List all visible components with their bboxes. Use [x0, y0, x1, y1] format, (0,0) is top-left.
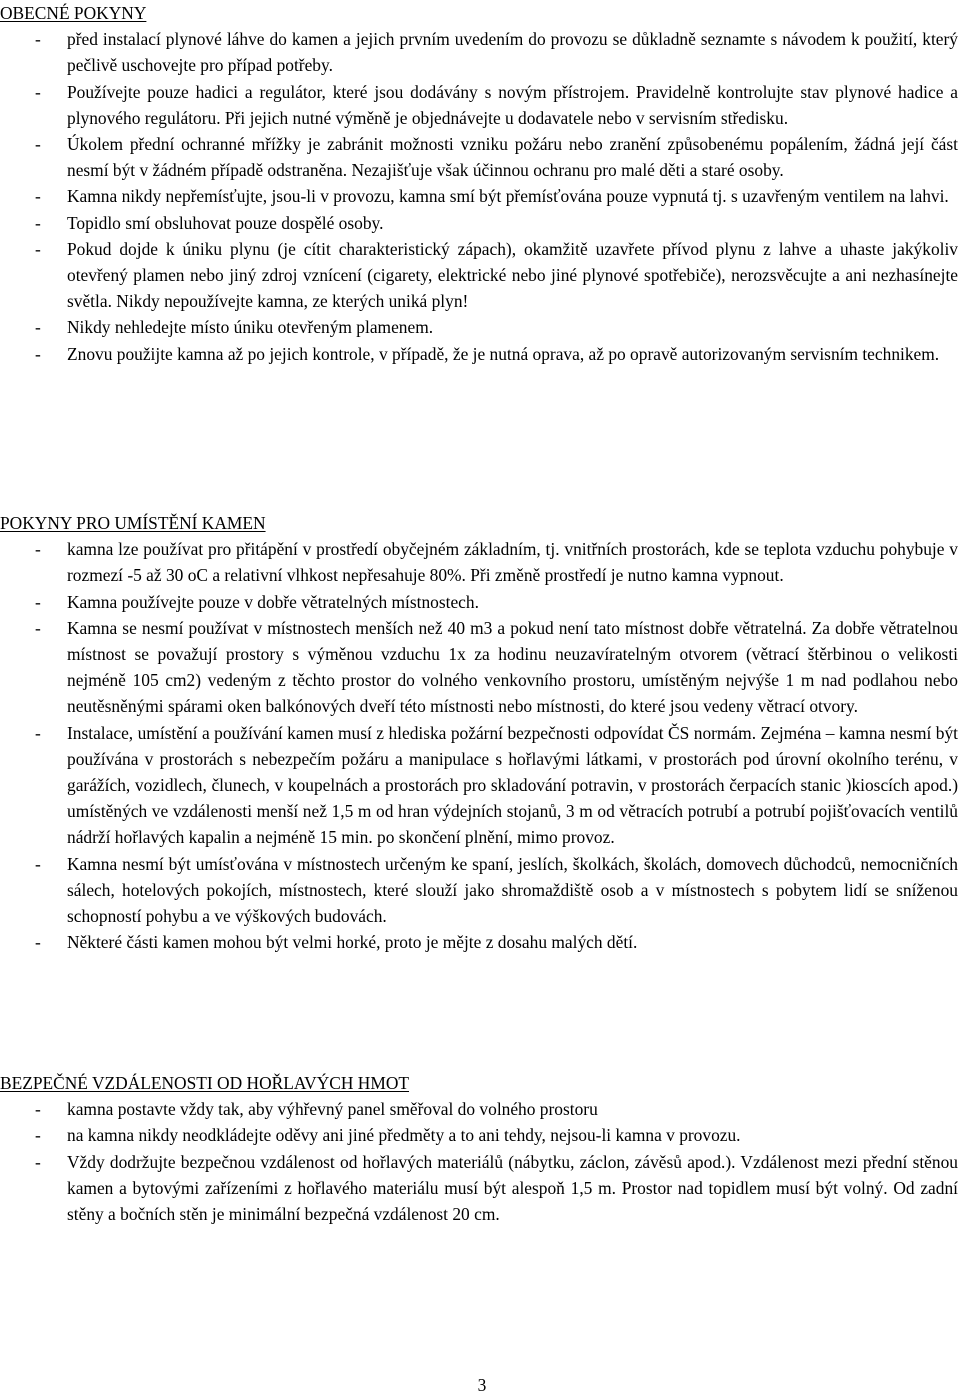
bullet-dash: - — [35, 1151, 41, 1172]
bullet-dash: - — [35, 932, 41, 953]
list-item-text: před instalací plynové láhve do kamen a jejich prvním uvedením do provozu se důkladně seznamte s návodem k použití, který pečlivě uschovejte pro případ potřeby. — [67, 29, 958, 76]
bullet-dash: - — [35, 539, 41, 560]
list-item-text: Kamna se nesmí používat v místnostech menších než 40 m3 a pokud není tato místnost dobře větratelná. Za dobře větratelnou místnost se považují prostory s výměnou vzduchu 1x za hodinu neuzavíratelným otvorem (větrací štěrbinou o velikosti nejméně 105 cm2) vedeným z těchto prostor do volného venkovního prostoru, umístěným nejvýše 1 m nad podlahou nebo neutěsněnými spárami oken balkónových dveří této místnosti nebo místnosti, do které jsou vedeny větrací otvory. — [67, 617, 958, 717]
list-item-text: Vždy dodržujte bezpečnou vzdálenost od hořlavých materiálů (nábytku, záclon, závěsů apod.). Vzdálenost mezi přední stěnou kamen a bytovými zařízeními z hořlavého materiálu musí být alespoň 1,5 m. Prostor nad topidlem musí být volný. Od zadní stěny a bočních stěn je minimální bezpečná vzdálenost 20 cm. — [67, 1151, 958, 1225]
bullet-dash: - — [35, 81, 41, 102]
list-item-text: Kamna používejte pouze v dobře větratelných místnostech. — [67, 591, 479, 612]
section-heading: POKYNY PRO UMÍSTĚNÍ KAMEN — [0, 513, 266, 533]
bullet-dash: - — [35, 238, 41, 259]
list-item — [0, 929, 958, 955]
section-placement-instructions — [0, 510, 958, 955]
bullet-dash: - — [35, 722, 41, 743]
list-item-text: kamna lze používat pro přitápění v prostředí obyčejném základním, tj. vnitřních prostorách, kde se teplota vzduchu pohybuje v rozmezí -5 až 30 oC a relativní vlhkost nepřesahuje 80%. Při změně prostředí je nutno kamna vypnout. — [67, 539, 958, 586]
bullet-dash: - — [35, 617, 41, 638]
list-item-text: Pokud dojde k úniku plynu (je cítit charakteristický zápach), okamžitě uzavřete přívod plynu z lahve a uhaste jakýkoliv otevřený plamen nebo jiný zdroj vznícení (cigarety, elektrické nebo jiné plynové spotřebiče), nerozsvěcujte a ani nezhasínejte světla. Nikdy nepoužívejte kamna, ze kterých uniká plyn! — [67, 238, 958, 312]
bullet-dash: - — [35, 212, 41, 233]
list-item-text: na kamna nikdy neodkládejte oděvy ani jiné předměty a to ani tehdy, nejsou-li kamna v provozu. — [67, 1125, 741, 1146]
list-item — [0, 79, 958, 131]
bullet-dash: - — [35, 186, 41, 207]
list-item — [0, 210, 958, 236]
list-item — [0, 720, 958, 851]
list-item-text: Topidlo smí obsluhovat pouze dospělé osoby. — [67, 212, 384, 233]
list-item-text: Instalace, umístění a používání kamen musí z hlediska požární bezpečnosti odpovídat ČS normám. Zejména – kamna nesmí být používána v prostorách s nebezpečím požáru a manipulace s hořlavými látkami, v prostorách pod úrovní okolního terénu, v garážích, vozidlech, člunech, v koupelnách a prostorách pro skladování potravin, v prostorách čerpacích stanic )kioscích apod.) umístěných ve vzdálenosti menší než 1,5 m od hran výdejních stojanů, 3 m od větracích potrubí a potrubí pojišťovacích ventilů nádrží hořlavých kapalin a nejméně 15 min. po skončení plnění, mimo provoz. — [67, 722, 958, 848]
list-item — [0, 341, 958, 367]
list-item-text: Znovu použijte kamna až po jejich kontrole, v případě, že je nutná oprava, až po opravě autorizovaným servisním technikem. — [67, 343, 940, 364]
list-item — [0, 589, 958, 615]
list-item-text: Kamna nikdy nepřemísťujte, jsou-li v provozu, kamna smí být přemísťována pouze vypnutá tj. s uzavřeným ventilem na lahvi. — [67, 186, 949, 207]
bullet-dash: - — [35, 29, 41, 50]
list-item — [0, 615, 958, 720]
bullet-dash: - — [35, 1099, 41, 1120]
list-item — [0, 236, 958, 315]
list-item — [0, 183, 958, 209]
instruction-list — [0, 1096, 958, 1227]
list-item — [0, 131, 958, 183]
list-item — [0, 1096, 958, 1122]
list-item-text: kamna postavte vždy tak, aby výhřevný panel směřoval do volného prostoru — [67, 1099, 598, 1120]
page-number: 3 — [477, 1375, 487, 1395]
bullet-dash: - — [35, 134, 41, 155]
bullet-dash: - — [35, 343, 41, 364]
bullet-dash: - — [35, 317, 41, 338]
list-item — [0, 1149, 958, 1228]
section-heading: OBECNÉ POKYNY — [0, 3, 147, 23]
bullet-dash: - — [35, 1125, 41, 1146]
section-general-instructions — [0, 0, 958, 367]
list-item — [0, 1122, 958, 1148]
instruction-list — [0, 536, 958, 955]
bullet-dash: - — [35, 591, 41, 612]
bullet-dash: - — [35, 853, 41, 874]
list-item — [0, 314, 958, 340]
list-item — [0, 851, 958, 930]
section-safe-distances — [0, 1070, 958, 1227]
list-item-text: Kamna nesmí být umísťována v místnostech určeným ke spaní, jeslích, školkách, školách, domovech důchodců, nemocničních sálech, hotelových pokojích, místnostech, které slouží jako shromaždiště osob a v místnostech s pobytem lidí se sníženou schopností pohybu a ve výškových budovách. — [67, 853, 958, 927]
list-item — [0, 536, 958, 588]
list-item-text: Používejte pouze hadici a regulátor, které jsou dodávány s novým přístrojem. Pravidelně kontrolujte stav plynové hadice a plynového regulátoru. Při jejich nutné výměně je objednávejte u dodavatele nebo v servisním středisku. — [67, 81, 958, 128]
list-item — [0, 26, 958, 78]
list-item-text: Úkolem přední ochranné mřížky je zabránit možnosti vzniku požáru nebo zranění způsobenému popálením, žádná její část nesmí být v žádném případě odstraněna. Nezajišťuje však účinnou ochranu pro malé děti a staré osoby. — [67, 134, 958, 181]
list-item-text: Nikdy nehledejte místo úniku otevřeným plamenem. — [67, 317, 434, 338]
section-heading: BEZPEČNÉ VZDÁLENOSTI OD HOŘLAVÝCH HMOT — [0, 1073, 410, 1093]
list-item-text: Některé části kamen mohou být velmi horké, proto je mějte z dosahu malých dětí. — [67, 932, 638, 953]
instruction-list — [0, 26, 958, 367]
